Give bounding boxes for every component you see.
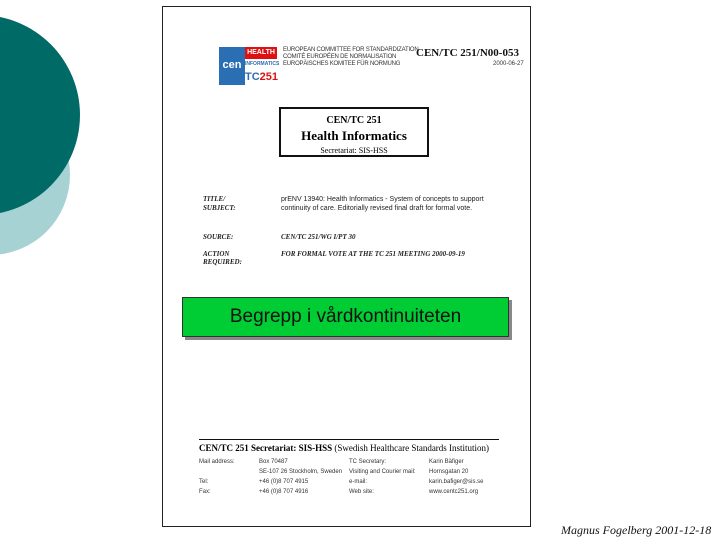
cen-logo-text: cen [219,47,245,85]
informatics-logo-text: INFORMATICS [245,61,280,67]
concept-banner [182,297,509,337]
action-label: ACTION [203,250,230,258]
tc-logo-text: TC251 [245,71,279,83]
committee-names [283,47,419,68]
tc-secretariat: Secretariat: SIS-HSS [320,146,388,155]
title-label: TITLE/ [203,195,226,203]
tc-title-box [279,107,429,157]
document-page: cen HEALTH INFORMATICS TC251 EUROPEAN COMMITTEE FOR STANDARDIZATION COMITÉ EUROPÉEN DE NORMALISATION EUROPÄISCHES KOMITEE FÜR NORMUNG CEN/TC 251/N00-053 2000-06-27 CEN/TC 251 Health Informatics Secretariat: SIS-HSS TITLE/ SUBJECT: prENV 13940: Health Informatics - System of concepts to support continuity of care. Editorially revised final draft for formal vote. SOURCE: CEN/TC 251/WG I/PT 30 ACTION REQUIRED: FOR FORMAL VOTE AT THE TC 251 MEETING 2000-09-19 CEN/TC 251 Secretariat: SIS-HSS (Swedish Healthcare Standards Institution) Mail address: Box 70487 TC Secretary: Karin Bäfiger SE-107 26 Stockholm, Sweden Visiting and Courier mail: Hornsgatan 20 Tel: +46 (0)8 707 4915 e-mail: karin.bafiger@sis.se Fax: +46 (0)8 707 4916 Web site: www.centc251.org [162,6,531,527]
tc-subject: Health Informatics [301,128,407,143]
footer-title: CEN/TC 251 Secretariat: SIS-HSS (Swedish Healthcare Standards Institution) [199,443,490,453]
document-number: CEN/TC 251/N00-053 [416,47,519,59]
tc-name: CEN/TC 251 [326,115,382,126]
title-value: prENV 13940: Health Informatics - System of concepts to support continuity of care. Editorially revised final draft for formal vote. [281,196,484,212]
health-logo-text: HEALTH [245,47,277,59]
author-credit: Magnus Fogelberg 2001-12-18 [561,523,712,537]
source-value: CEN/TC 251/WG I/PT 30 [281,233,356,241]
decorative-circles [0,0,160,300]
committee-line: COMITÉ EUROPÉEN DE NORMALISATION [283,54,397,60]
banner-label: Begrepp i vårdkontinuiteten [229,306,462,327]
footer-divider [199,439,499,440]
cen-logo [219,47,280,85]
source-label: SOURCE: [203,233,234,241]
required-label: REQUIRED: [203,258,242,266]
committee-line: EUROPÄISCHES KOMITEE FÜR NORMUNG [283,61,401,67]
committee-line: EUROPEAN COMMITTEE FOR STANDARDIZATION [283,47,419,53]
subject-label: SUBJECT: [203,204,236,212]
action-value: FOR FORMAL VOTE AT THE TC 251 MEETING 2000-09-19 [281,250,465,258]
document-date: 2000-06-27 [493,61,524,67]
